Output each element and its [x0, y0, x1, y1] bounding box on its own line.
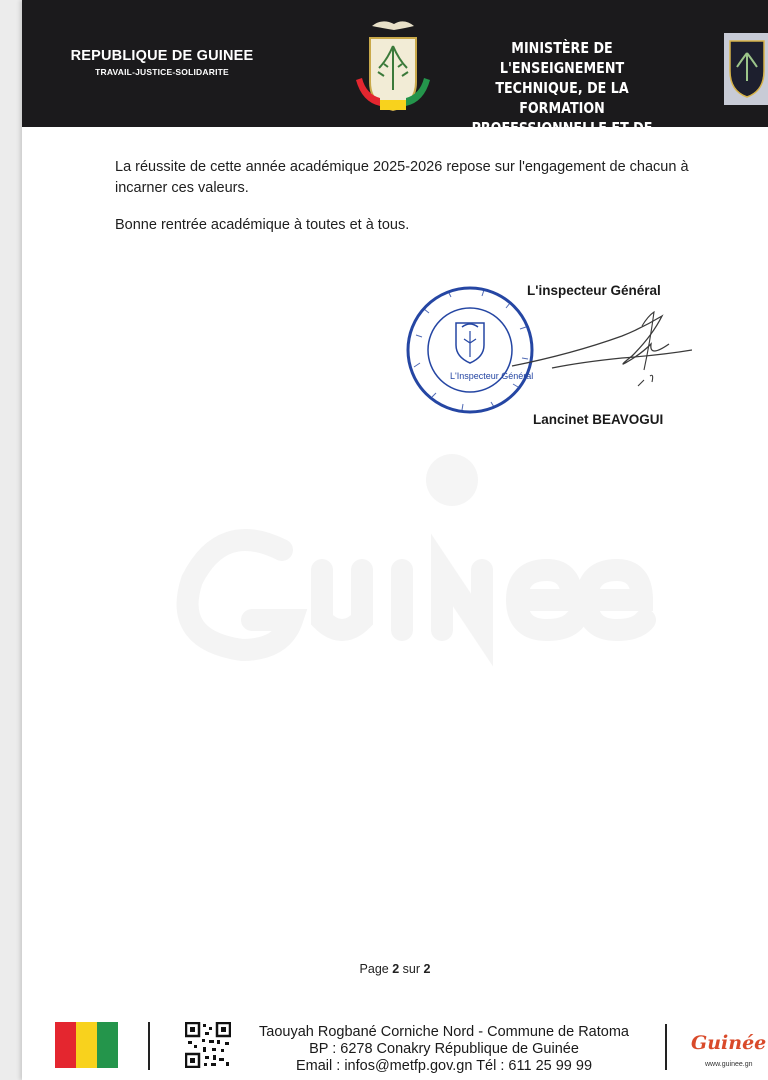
ministry-name: [464, 38, 661, 158]
qr-code-icon: [185, 1022, 231, 1068]
footer-line: BP : 6278 Conakry République de Guinée: [309, 1041, 579, 1057]
brand-url: www.guinee.gn: [705, 1061, 753, 1068]
signatory-title: L'inspecteur Général: [527, 283, 661, 298]
paragraph: La réussite de cette année académique 2025-2026 repose sur l'engagement de chacun à incarner ces valeurs.: [115, 159, 689, 196]
ministry-line: MINISTÈRE DE L'ENSEIGNEMENT: [499, 39, 625, 77]
letter-body: [115, 157, 725, 252]
footer-divider: [148, 1022, 150, 1070]
coat-of-arms-icon: [348, 16, 438, 120]
letterhead-banner: [22, 0, 768, 157]
footer-line: Taouyah Rogbané Corniche Nord - Commune de Ratoma: [259, 1024, 629, 1040]
guinee-watermark-icon: [152, 440, 672, 680]
footer-address: [244, 1024, 644, 1075]
guinee-brand-logo: [687, 1028, 767, 1072]
document-page: [22, 0, 768, 1080]
stamp-label: L'Inspecteur Général: [450, 371, 534, 381]
signatory-name: Lancinet BEAVOGUI: [533, 412, 664, 427]
brand-word: Guinée: [691, 1032, 767, 1054]
ministry-line: PROFESSIONNELLE ET DE L'EMPLOI: [471, 119, 653, 157]
country-name: REPUBLIQUE DE GUINEE: [70, 48, 254, 64]
country-block: [52, 48, 272, 77]
ministry-line: TECHNIQUE, DE LA FORMATION: [495, 79, 629, 117]
paragraph: Bonne rentrée académique à toutes et à tous.: [115, 217, 410, 233]
ministry-emblem-icon: [724, 33, 768, 105]
guinea-flag-icon: [55, 1022, 118, 1068]
footer-divider: [665, 1024, 667, 1070]
country-motto: TRAVAIL-JUSTICE-SOLIDARITE: [95, 67, 229, 77]
footer-line: Email : infos@metfp.gov.gn Tél : 611 25 99 99: [295, 1058, 593, 1074]
page-number: Page 2 sur 2: [359, 962, 431, 976]
handwritten-signature-icon: [492, 296, 692, 396]
